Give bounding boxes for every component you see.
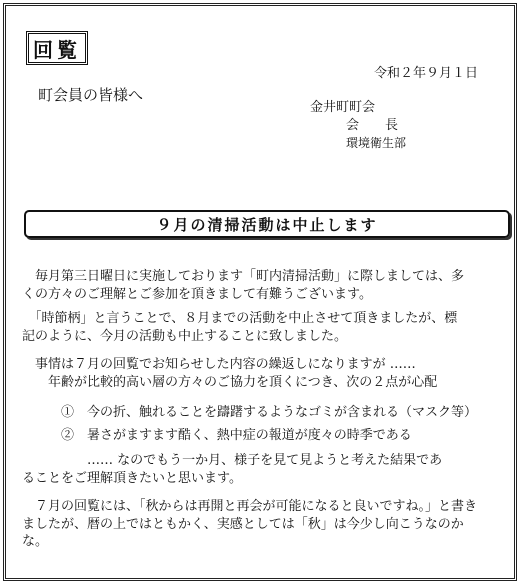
addressee: 町会員の皆様へ [38,86,144,104]
text-line: ることをご理解頂きたいと思います。 [22,470,242,486]
text-line: ７月の回覧には、「秋からは再開と再会が可能になると良いですね。」と書き [22,499,478,514]
text-line: な。 [22,534,49,550]
circular-notice [3,3,517,581]
text-line: 「時節柄」と言うことで、８月までの活動を中止させて頂きましたが、標 [22,311,458,326]
sender-org: 金井町町会 [310,100,376,115]
text-line: くの方々のご理解とご参加を頂きまして有難うございます。 [22,286,372,302]
text-line: 事情は７月の回覧でお知らせした内容の繰返しになりますが …… [22,357,416,372]
paragraph-5 [22,498,477,551]
text-line: ましたが、暦の上ではともかく、実感としては「秋」は今少し向こうなのか [22,516,464,532]
notice-title: ９月の清掃活動は中止します [24,210,510,238]
sender-dept: 環境衛生部 [346,136,407,150]
concern-list [22,404,477,444]
paragraph-4 [22,452,442,487]
paragraph-3 [22,356,437,391]
sender-role: 会 長 [346,118,399,133]
text-line: 記のように、今月の活動も中止することに致しました。 [22,328,348,344]
paragraph-2 [22,310,457,345]
paragraph-1 [22,268,464,303]
list-item: ① 今の折、触れることを躊躇するようなゴミが含まれる（マスク等） [22,405,478,420]
list-item: ② 暑さがますます酷く、熱中症の報道が度々の時季である [22,427,412,443]
circular-stamp: 回覧 [26,31,88,65]
issue-date: 令和２年９月１日 [374,66,479,81]
text-line: 年齢が比較的高い層の方々のご協力を頂くにつき、次の２点が心配 [22,374,438,390]
text-line: 毎月第三日曜日に実施しております「町内清掃活動」に際しましては、多 [22,269,465,284]
text-line: …… なのでもう一か月、様子を見て見ようと考えた結果であ [22,453,443,468]
